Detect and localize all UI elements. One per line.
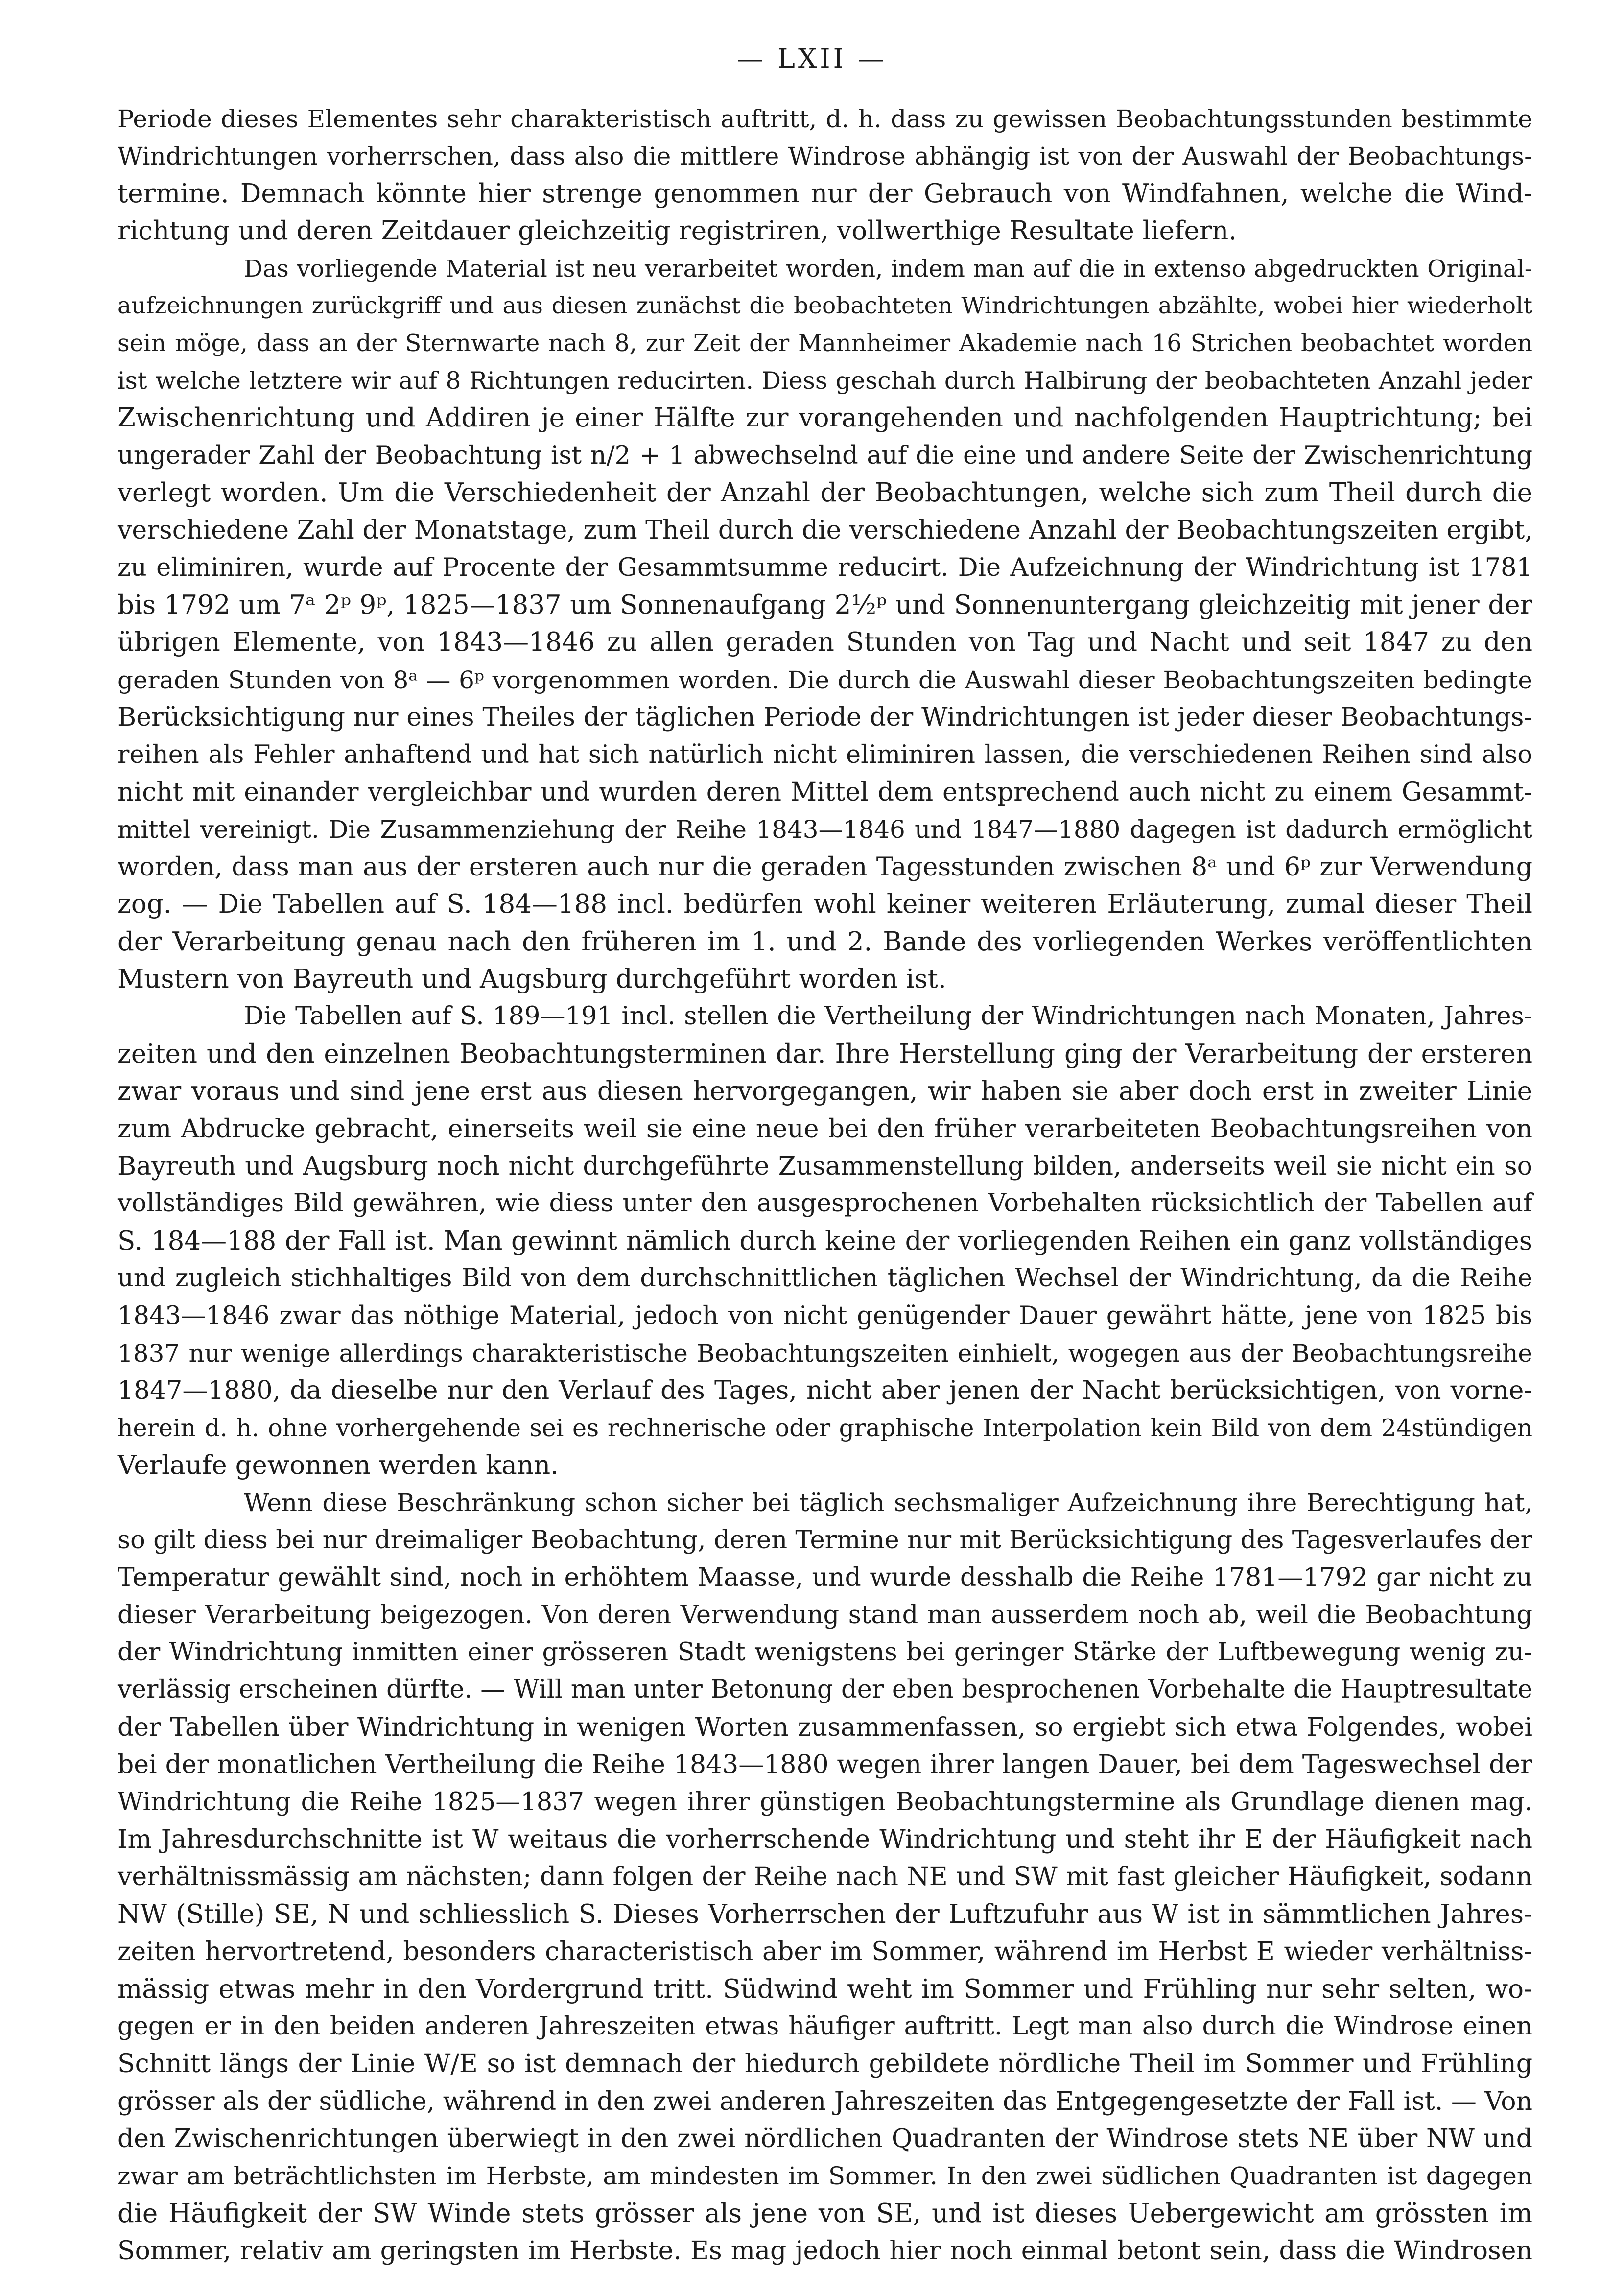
text-line: Schnitt längs der Linie W/E so ist demnach der hiedurch gebildete nördliche Theil im Sommer und Frühling bbox=[118, 2049, 1532, 2079]
text-line: die Häufigkeit der SW Winde stets grösser als jene von SE, und ist dieses Uebergewicht am grössten im bbox=[118, 2198, 1532, 2228]
text-line: zum Abdrucke gebracht, einerseits weil sie eine neue bei den früher verarbeiteten Beobachtungsreihen von bbox=[118, 1114, 1532, 1144]
text-line: zwar voraus und sind jene erst aus diesen hervorgegangen, wir haben sie aber doch erst in zweiter Linie bbox=[118, 1076, 1532, 1107]
text-line: worden, dass man aus der ersteren auch nur die geraden Tagesstunden zwischen 8ᵃ und 6ᵖ zur Verwendung bbox=[118, 852, 1532, 882]
text-line: 1847—1880, da dieselbe nur den Verlauf des Tages, nicht aber jenen der Nacht berücksichtigen, von vorne- bbox=[118, 1376, 1532, 1406]
page-number: — LXII — bbox=[736, 43, 888, 74]
text-line: Periode dieses Elementes sehr charakteristisch auftritt, d. h. dass zu gewissen Beobachtungsstunden bestimmte bbox=[118, 105, 1532, 133]
text-line: NW (Stille) SE, N und schliesslich S. Dieses Vorherrschen der Luftzufuhr aus W ist in sämmtlichen Jahres- bbox=[118, 1899, 1532, 1929]
text-line: mittel vereinigt. Die Zusammenziehung der Reihe 1843—1846 und 1847—1880 dagegen ist dadurch ermöglicht bbox=[118, 815, 1532, 844]
text-line: zeiten hervortretend, besonders characteristisch aber im Sommer, während im Herbst E wieder verhältniss- bbox=[118, 1937, 1532, 1967]
text-line: grösser als der südliche, während in den zwei anderen Jahreszeiten das Entgegengesetzte der Fall ist. — Von bbox=[118, 2086, 1532, 2116]
text-line: verlässig erscheinen dürfte. — Will man unter Betonung der eben besprochenen Vorbehalte die Hauptresultate bbox=[118, 1675, 1532, 1704]
text-line: und zugleich stichhaltiges Bild von dem durchschnittlichen täglichen Wechsel der Windrichtung, da die Reihe bbox=[118, 1264, 1532, 1293]
text-line: bis 1792 um 7ᵃ 2ᵖ 9ᵖ, 1825—1837 um Sonnenaufgang 2½ᵖ und Sonnenuntergang gleichzeitig mit jener der bbox=[118, 590, 1532, 620]
text-line: termine. Demnach könnte hier strenge genommen nur der Gebrauch von Windfahnen, welche die Wind- bbox=[118, 178, 1532, 209]
text-line: reihen als Fehler anhaftend und hat sich natürlich nicht eliminiren lassen, die verschiedenen Reihen sind also bbox=[118, 740, 1532, 769]
text-line: Bayreuth und Augsburg noch nicht durchgeführte Zusammenstellung bilden, anderseits weil sie nicht ein so bbox=[118, 1151, 1532, 1181]
text-line: ungerader Zahl der Beobachtung ist n/2 + 1 abwechselnd auf die eine und andere Seite der Zwischenrichtung bbox=[118, 441, 1532, 470]
text-line: so gilt diess bei nur dreimaliger Beobachtung, deren Termine nur mit Berücksichtigung des Tagesverlaufes der bbox=[118, 1525, 1532, 1555]
text-line: ist welche letztere wir auf 8 Richtungen reducirten. Diess geschah durch Halbirung der beobachteten Anzahl jeder bbox=[118, 366, 1532, 395]
text-line: der Windrichtung inmitten einer grösseren Stadt wenigstens bei geringer Stärke der Luftbewegung wenig zu- bbox=[118, 1638, 1532, 1667]
text-line: richtung und deren Zeitdauer gleichzeitig registriren, vollwerthige Resultate liefern. bbox=[118, 216, 1237, 246]
text-line: Das vorliegende Material ist neu verarbeitet worden, indem man auf die in extenso abgedruckten Original- bbox=[244, 255, 1532, 283]
text-line: verhältnissmässig am nächsten; dann folgen der Reihe nach NE und SW mit fast gleicher Häufigkeit, sodann bbox=[118, 1862, 1532, 1892]
text-line: Windrichtungen vorherrschen, dass also die mittlere Windrose abhängig ist von der Auswahl der Beobachtungs- bbox=[118, 142, 1532, 171]
text-line: zog. — Die Tabellen auf S. 184—188 incl. bedürfen wohl keiner weiteren Erläuterung, zumal dieser Theil bbox=[118, 889, 1532, 920]
text-line: zu eliminiren, wurde auf Procente der Gesammtsumme reducirt. Die Aufzeichnung der Windrichtung ist 1781 bbox=[118, 553, 1532, 582]
text-line: Sommer, relativ am geringsten im Herbste. Es mag jedoch hier noch einmal betont sein, dass die Windrosen bbox=[118, 2236, 1532, 2266]
text-line: Wenn diese Beschränkung schon sicher bei täglich sechsmaliger Aufzeichnung ihre Berechtigung hat, bbox=[244, 1489, 1532, 1517]
text-line: Zwischenrichtung und Addiren je einer Hälfte zur vorangehenden und nachfolgenden Hauptrichtung; bei bbox=[118, 403, 1532, 433]
text-line: den Zwischenrichtungen überwiegt in den zwei nördlichen Quadranten der Windrose stets NE über NW und bbox=[118, 2124, 1532, 2154]
text-line: verschiedene Zahl der Monatstage, zum Theil durch die verschiedene Anzahl der Beobachtungszeiten ergibt, bbox=[118, 516, 1533, 545]
text-line: Verlaufe gewonnen werden kann. bbox=[118, 1450, 559, 1481]
text-line: gegen er in den beiden anderen Jahreszeiten etwas häufiger auftritt. Legt man also durch die Windrose einen bbox=[118, 2011, 1532, 2041]
text-line: herein d. h. ohne vorhergehende sei es rechnerische oder graphische Interpolation kein Bild von dem 24stündigen bbox=[118, 1414, 1532, 1442]
text-line: dieser Verarbeitung beigezogen. Von deren Verwendung stand man ausserdem noch ab, weil die Beobachtung bbox=[118, 1600, 1532, 1630]
text-line: 1837 nur wenige allerdings charakteristische Beobachtungszeiten einhielt, wogegen aus der Beobachtungsreihe bbox=[118, 1339, 1532, 1368]
text-line: sein möge, dass an der Sternwarte nach 8, zur Zeit der Mannheimer Akademie nach 16 Strichen beobachtet worden bbox=[118, 330, 1532, 357]
text-line: S. 184—188 der Fall ist. Man gewinnt nämlich durch keine der vorliegenden Reihen ein ganz vollständiges bbox=[118, 1226, 1532, 1256]
text-line: der Verarbeitung genau nach den früheren im 1. und 2. Bande des vorliegenden Werkes veröffentlichten bbox=[118, 926, 1532, 957]
text-line: Windrichtung die Reihe 1825—1837 wegen ihrer günstigen Beobachtungstermine als Grundlage dienen mag. bbox=[118, 1787, 1532, 1817]
text-line: zwar am beträchtlichsten im Herbste, am mindesten im Sommer. In den zwei südlichen Quadranten ist dagegen bbox=[118, 2162, 1532, 2191]
text-line: bei der monatlichen Vertheilung die Reihe 1843—1880 wegen ihrer langen Dauer, bei dem Tageswechsel der bbox=[118, 1750, 1532, 1780]
text-line: übrigen Elemente, von 1843—1846 zu allen geraden Stunden von Tag und Nacht und seit 1847 zu den bbox=[118, 627, 1532, 658]
text-line: der Tabellen über Windrichtung in wenigen Worten zusammenfassen, so ergiebt sich etwa Folgendes, wobei bbox=[118, 1712, 1532, 1742]
text-line: 1843—1846 zwar das nöthige Material, jedoch von nicht genügender Dauer gewährt hätte, jene von 1825 bis bbox=[118, 1301, 1532, 1330]
body-text bbox=[118, 100, 1532, 2270]
text-line: geraden Stunden von 8ᵃ — 6ᵖ vorgenommen worden. Die durch die Auswahl dieser Beobachtungszeiten bedingte bbox=[118, 665, 1532, 694]
text-line: zeiten und den einzelnen Beobachtungsterminen dar. Ihre Herstellung ging der Verarbeitung der ersteren bbox=[118, 1039, 1532, 1069]
text-line: vollständiges Bild gewähren, wie diess unter den ausgesprochenen Vorbehalten rücksichtlich der Tabellen auf bbox=[118, 1189, 1532, 1218]
text-line: Temperatur gewählt sind, noch in erhöhtem Maasse, und wurde desshalb die Reihe 1781—1792 gar nicht zu bbox=[118, 1563, 1532, 1593]
text-line: Im Jahresdurchschnitte ist W weitaus die vorherrschende Windrichtung und steht ihr E der Häufigkeit nach bbox=[118, 1824, 1532, 1854]
text-line: nicht mit einander vergleichbar und wurden deren Mittel dem entsprechend auch nicht zu einem Gesammt- bbox=[118, 778, 1532, 807]
text-line: verlegt worden. Um die Verschiedenheit der Anzahl der Beobachtungen, welche sich zum Theil durch die bbox=[118, 477, 1532, 508]
text-line: aufzeichnungen zurückgriff und aus diesen zunächst die beobachteten Windrichtungen abzählte, wobei hier wiederholt bbox=[118, 292, 1532, 319]
text-line: Die Tabellen auf S. 189—191 incl. stellen die Vertheilung der Windrichtungen nach Monaten, Jahres- bbox=[244, 1002, 1532, 1031]
text-line: mässig etwas mehr in den Vordergrund tritt. Südwind weht im Sommer und Frühling nur sehr selten, wo- bbox=[118, 1974, 1532, 2004]
text-line: Mustern von Bayreuth und Augsburg durchgeführt worden ist. bbox=[118, 964, 946, 994]
text-line: Berücksichtigung nur eines Theiles der täglichen Periode der Windrichtungen ist jeder dieser Beobachtungs- bbox=[118, 703, 1532, 733]
